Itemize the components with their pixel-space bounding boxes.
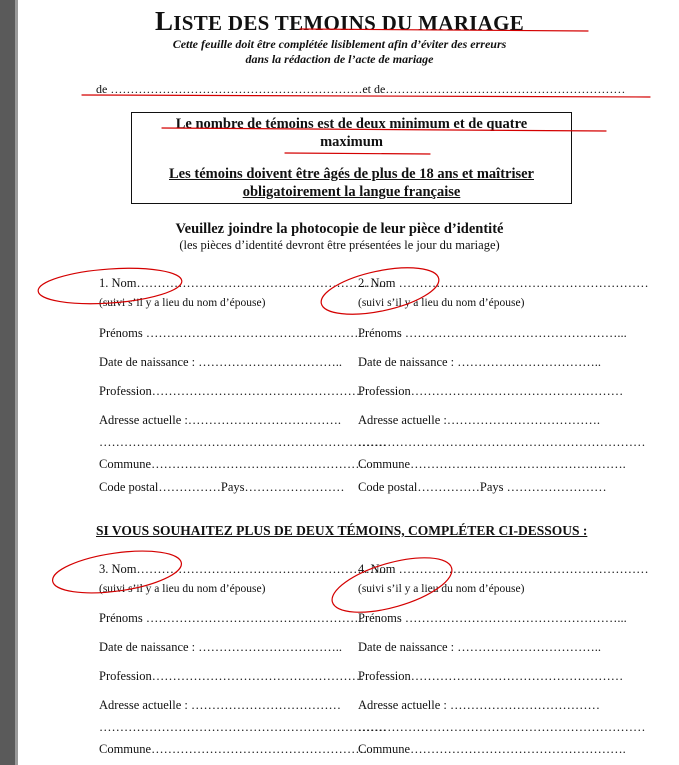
witness3-commune-field[interactable]: Commune……………………………………………. — [99, 742, 367, 756]
witness4-nom-field[interactable]: 4. Nom …………………………………………………… — [358, 562, 649, 576]
witness3-suivi-note: (suivi s’il y a lieu du nom d’épouse) — [99, 583, 266, 595]
witness2-codepostal-field[interactable]: Code postal……………Pays …………………… — [358, 480, 607, 494]
page-shadow — [15, 0, 18, 765]
witness2-nom-field[interactable]: 2. Nom …………………………………………………… — [358, 276, 649, 290]
notice-line-2: maximum — [320, 134, 383, 150]
witness1-naissance-field[interactable]: Date de naissance : …………………………….. — [99, 355, 343, 369]
witness1-suivi-note: (suivi s’il y a lieu du nom d’épouse) — [99, 297, 266, 309]
id-note: (les pièces d’identité devront être présentées le jour du mariage) — [179, 238, 500, 252]
witness3-adresse2-field[interactable]: …………………………………………………………… — [99, 720, 387, 734]
witness2-commune-field[interactable]: Commune……………………………………………. — [358, 457, 626, 471]
subtitle-line-2: dans la rédaction de l’acte de mariage — [245, 52, 434, 66]
notice-box — [131, 112, 572, 204]
witness3-naissance-field[interactable]: Date de naissance : …………………………….. — [99, 640, 343, 654]
witness4-adresse-field[interactable]: Adresse actuelle : ……………………………… — [358, 698, 600, 712]
witness2-nom-circle — [317, 259, 443, 323]
witness2-prenoms-field[interactable]: Prénoms ……………………………………………... — [358, 326, 627, 340]
page-title: LISTE DES TEMOINS DU MARIAGE — [154, 6, 525, 36]
couple-names-line[interactable]: de ………………………………………………………et de…………………………………………………… — [96, 82, 626, 96]
witness2-profession-field[interactable]: Profession…………………………………………… — [358, 384, 624, 398]
notice-line-3: Les témoins doivent être âgés de plus de 18 ans et maîtriser — [168, 166, 534, 182]
witness4-profession-field[interactable]: Profession…………………………………………… — [358, 669, 624, 683]
witness4-prenoms-field[interactable]: Prénoms ……………………………………………... — [358, 611, 627, 625]
viewer-left-edge — [0, 0, 15, 765]
witness1-nom-field[interactable]: 1. Nom…………………………………………………… — [99, 276, 387, 290]
witness2-naissance-field[interactable]: Date de naissance : …………………………….. — [358, 355, 602, 369]
witness4-commune-field[interactable]: Commune……………………………………………. — [358, 742, 626, 756]
witness3-prenoms-field[interactable]: Prénoms ……………………………………………... — [99, 611, 368, 625]
id-request: Veuillez joindre la photocopie de leur pièce d’identité — [175, 221, 504, 237]
witness1-commune-field[interactable]: Commune……………………………………………. — [99, 457, 367, 471]
notice-line-4: obligatoirement la langue française — [242, 184, 461, 200]
witness1-codepostal-field[interactable]: Code postal……………Pays…………………… — [99, 480, 345, 494]
witness2-suivi-note: (suivi s’il y a lieu du nom d’épouse) — [358, 297, 525, 309]
notice-line-1: Le nombre de témoins est de deux minimum et de quatre — [175, 116, 528, 132]
witness1-profession-field[interactable]: Profession…………………………………………… — [99, 384, 365, 398]
subtitle-line-1: Cette feuille doit être complétée lisiblement afin d’éviter des erreurs — [172, 37, 507, 51]
witness1-adresse-field[interactable]: Adresse actuelle :………………………………. — [99, 413, 341, 427]
section-more-witnesses: SI VOUS SOUHAITEZ PLUS DE DEUX TÉMOINS, COMPLÉTER CI-DESSOUS : — [96, 523, 588, 538]
witness4-adresse2-field[interactable]: …………………………………………………………… — [358, 720, 646, 734]
witness3-nom-field[interactable]: 3. Nom…………………………………………………… — [99, 562, 387, 576]
witness2-adresse-field[interactable]: Adresse actuelle :………………………………. — [358, 413, 600, 427]
witness3-adresse-field[interactable]: Adresse actuelle : ……………………………… — [99, 698, 341, 712]
witness1-prenoms-field[interactable]: Prénoms ……………………………………………... — [99, 326, 368, 340]
witness1-adresse2-field[interactable]: …………………………………………………………… — [99, 435, 387, 449]
witness2-adresse2-field[interactable]: …………………………………………………………… — [358, 435, 646, 449]
witness3-profession-field[interactable]: Profession…………………………………………… — [99, 669, 365, 683]
witness4-naissance-field[interactable]: Date de naissance : …………………………….. — [358, 640, 602, 654]
witness4-suivi-note: (suivi s’il y a lieu du nom d’épouse) — [358, 583, 525, 595]
